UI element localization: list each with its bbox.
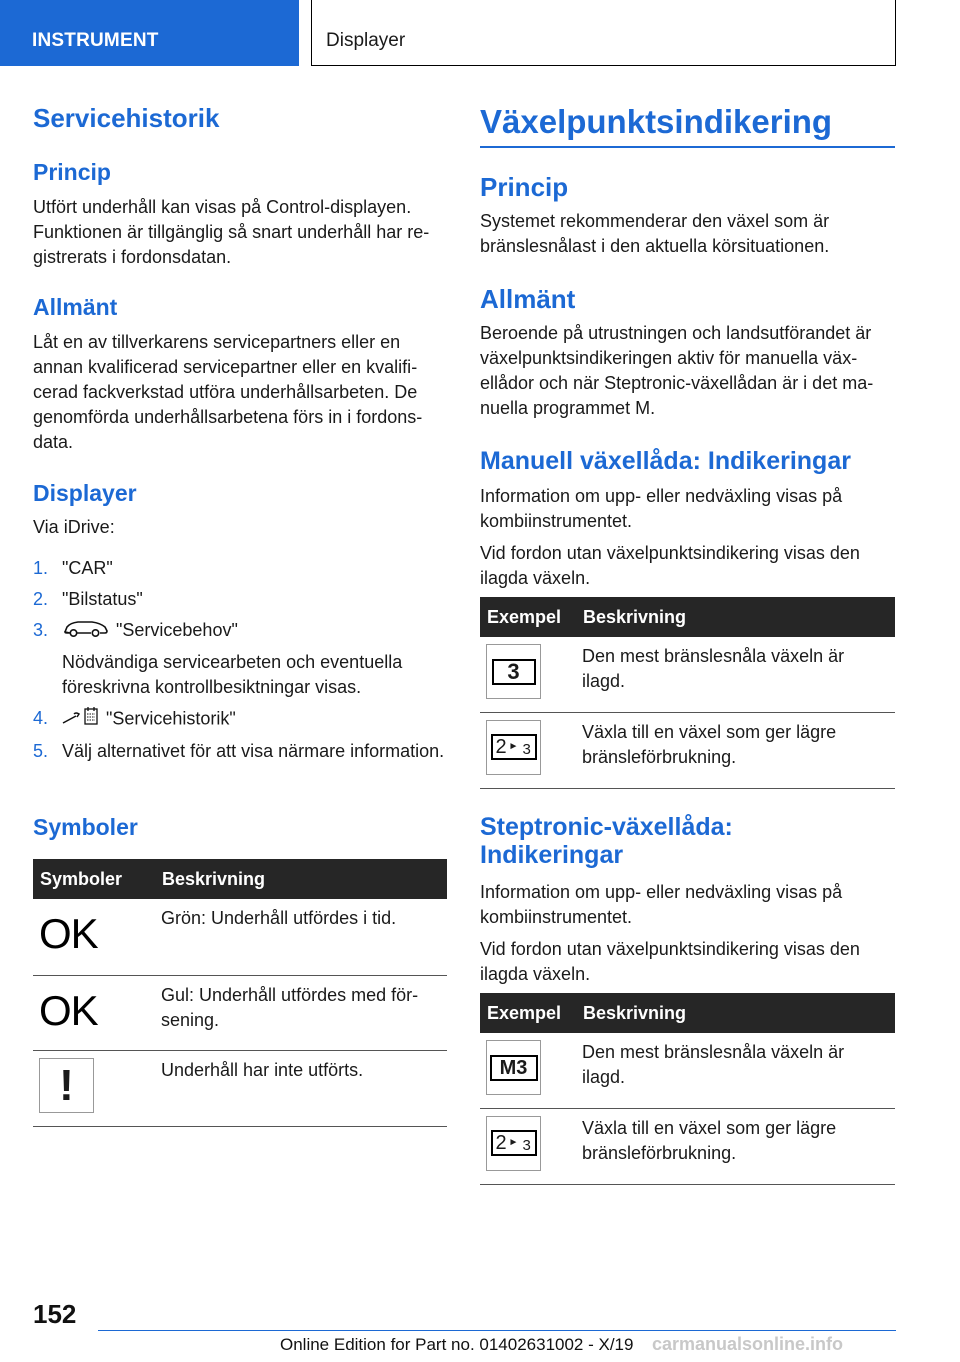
symboler-row-1-text: Grön: Underhåll utfördes i tid.	[155, 899, 447, 975]
gear-display-icon: 3	[486, 644, 541, 699]
servicehistorik-title: Servicehistorik	[33, 103, 220, 133]
right-princip-text: Systemet rekommenderar den växel som är bränslesnålast i den aktuella körsituationen.	[480, 211, 830, 256]
step-5: 5. Välj alternativet för att visa närmare information.	[33, 740, 445, 761]
step-2: 2. "Bilstatus"	[33, 589, 143, 609]
table-row	[33, 975, 447, 1050]
manuell-col2-header: Beskrivning	[576, 597, 895, 637]
right-allmant-heading: Allmänt	[480, 284, 576, 314]
symboler-heading: Symboler	[33, 814, 138, 840]
right-allmant-text: Beroende på utrustningen och landsutförandet är växelpunktsindikeringen aktiv för manuella växellådor och när Steptronic-växellådan är i det manuella programmet M.	[480, 323, 874, 418]
steptronic-table	[480, 993, 895, 1185]
step-3-sub: Nödvändiga servicearbeten och eventuella föreskrivna kontrollbesiktningar visas.	[62, 651, 403, 697]
wrench-list-icon	[62, 706, 100, 733]
watermark: carmanualsonline.info	[652, 1334, 844, 1354]
step-3: 3. "Servicebehov" Nödvändiga servicearbeten och eventuella föreskrivna kontrollbesiktningar visas.	[33, 618, 447, 700]
displayer-intro: Via iDrive:	[33, 517, 115, 537]
displayer-steps	[33, 556, 447, 770]
steptronic-row-1-text: Den mest bränslesnåla växeln är ilagd.	[576, 1033, 895, 1108]
table-row	[480, 712, 895, 788]
manual-gear-display-icon: M3	[486, 1040, 541, 1095]
step-4: 4. "Servicehistorik"	[33, 706, 447, 733]
steptronic-p2: Vid fordon utan växelpunktsindikering visas den ilagda växeln.	[480, 939, 860, 984]
table-row	[33, 1050, 447, 1126]
displayer-heading: Displayer	[33, 480, 137, 506]
edition-text: Online Edition for Part no. 01402631002 - X/19	[280, 1335, 634, 1354]
steptronic-heading: Steptronic-växellåda: Indikeringar	[480, 813, 733, 869]
ok-yellow-icon: OK	[39, 986, 98, 1034]
symboler-col1-header: Symboler	[33, 859, 155, 899]
car-outline-icon	[62, 619, 110, 644]
right-princip-heading: Princip	[480, 172, 569, 202]
manuell-p2: Vid fordon utan växelpunktsindikering visas den ilagda växeln.	[480, 543, 860, 588]
manuell-row-1-text: Den mest bränslesnåla växeln är ilagd.	[576, 637, 895, 712]
princip-text: Utfört underhåll kan visas på Control-displayen. Funktionen är tillgänglig så snart underhåll har registrerats i fordonsdatan.	[33, 197, 430, 267]
manuell-row-2-text: Växla till en växel som ger lägre bränsleförbrukning.	[576, 712, 895, 788]
warning-exclamation-icon: !	[39, 1058, 94, 1113]
chapter-title: Displayer	[311, 0, 896, 66]
allmant-heading: Allmänt	[33, 294, 118, 320]
manuell-table	[480, 597, 895, 789]
manuell-p1: Information om upp- eller nedväxling visas på kombiinstrumentet.	[480, 486, 843, 531]
section-tab: INSTRUMENT	[0, 0, 299, 66]
steptronic-col2-header: Beskrivning	[576, 993, 895, 1033]
ok-green-icon: OK	[39, 910, 98, 957]
princip-heading: Princip	[33, 159, 111, 185]
gear-shift-icon: 2 ► 3	[486, 1116, 541, 1171]
symboler-col2-header: Beskrivning	[155, 859, 447, 899]
table-row	[480, 1033, 895, 1108]
page-header	[0, 0, 960, 66]
gear-shift-icon: 2 ► 3	[486, 720, 541, 775]
manuell-heading: Manuell växellåda: Indikeringar	[480, 447, 851, 475]
symboler-row-2-text: Gul: Underhåll utfördes med försening.	[155, 975, 447, 1050]
steptronic-row-2-text: Växla till en växel som ger lägre bränsleförbrukning.	[576, 1108, 895, 1184]
symboler-row-3-text: Underhåll har inte utförts.	[155, 1050, 447, 1126]
table-row	[480, 1108, 895, 1184]
page-number: 152	[33, 1299, 77, 1329]
steptronic-p1: Information om upp- eller nedväxling visas på kombiinstrumentet.	[480, 882, 843, 927]
vaxelpunkt-title: Växelpunktsindikering	[480, 104, 895, 148]
footer-rule	[98, 1330, 896, 1331]
table-row	[480, 637, 895, 712]
manuell-col1-header: Exempel	[480, 597, 576, 637]
table-row	[33, 899, 447, 975]
allmant-text: Låt en av tillverkarens servicepartners eller en annan kvalificerad servicepartner eller en kvalificerad fackverkstad utföra underhållsarbeten. De genomförda underhållsarbetena förs in i fordonsdata.	[33, 332, 423, 452]
symboler-table	[33, 859, 447, 1127]
step-1: 1. "CAR"	[33, 558, 113, 578]
steptronic-col1-header: Exempel	[480, 993, 576, 1033]
